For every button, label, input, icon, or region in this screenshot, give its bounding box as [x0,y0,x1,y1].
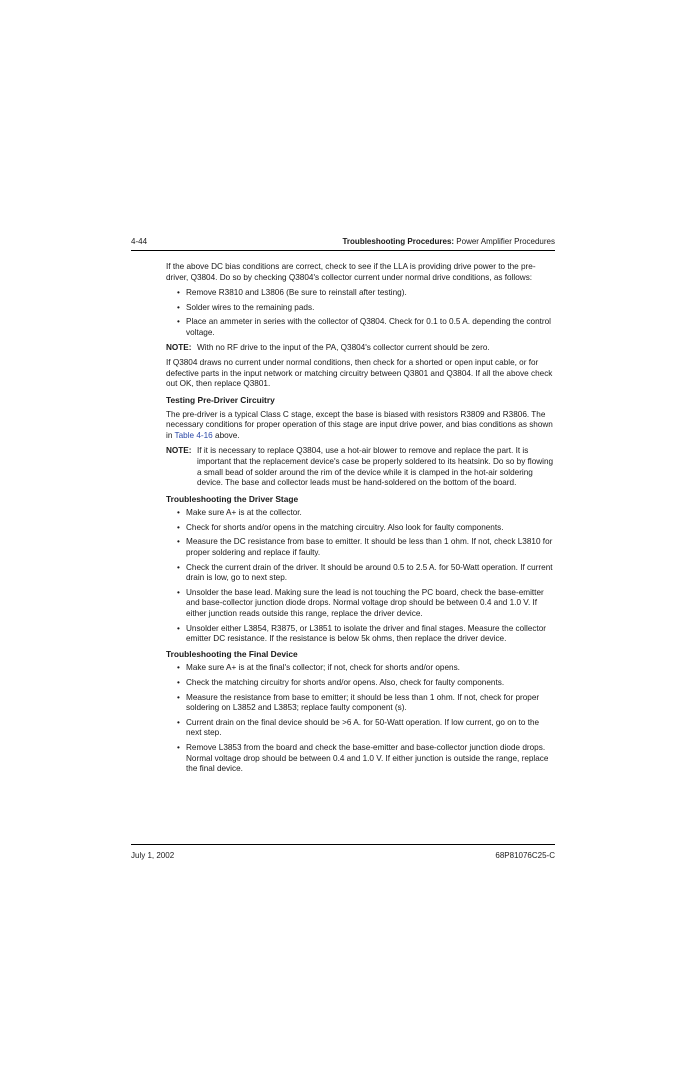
list-item-text: Solder wires to the remaining pads. [186,302,315,312]
note-text: With no RF drive to the input of the PA, Q3804's collector current should be zero. [197,342,490,352]
page-number: 4-44 [131,237,148,246]
list-item [166,523,555,534]
list-item [166,743,555,775]
footer-rule [131,844,555,845]
predriver-paragraph [166,410,555,442]
header-rule [131,250,555,251]
footer-date: July 1, 2002 [131,851,175,860]
list-item-text: Check the matching circuitry for shorts and/or opens. Also, check for faulty components. [186,678,505,687]
final-steps-list [166,663,555,774]
bullet-icon: • [177,623,180,633]
list-item-text: Make sure A+ is at the final's collector; if not, check for shorts and/or opens. [186,663,460,673]
list-item [166,693,555,714]
section-title [342,237,555,247]
note-label: NOTE: [166,446,192,456]
bullet-icon: • [177,508,180,518]
table-reference-link[interactable]: Table 4-16 [174,430,213,440]
bullet-icon: • [177,742,180,752]
section-heading-final: Troubleshooting the Final Device [166,648,298,659]
list-item [166,303,555,314]
list-item [166,317,555,338]
bullet-icon: • [177,663,180,673]
driver-steps-list [166,508,555,645]
list-item [166,678,555,689]
list-item [166,288,555,299]
section-title-bold: Troubleshooting Procedures: [342,237,455,246]
bullet-icon: • [177,288,180,298]
paragraph-text: The pre-driver is a typical Class C stage, except the base is biased with resistors R3809 and R3806. The necessary conditions for proper operation of this stage are input drive power, and bias conditions as shown in [166,409,553,440]
list-item [166,718,555,739]
list-item-text: Unsolder either L3854, R3875, or L3851 to isolate the driver and final stages. Measure the collector emitter DC resistance. If the resistance is below 5k ohms, then replace the driver device. [186,623,547,644]
paragraph-text: above. [212,430,240,440]
list-item [166,563,555,584]
list-item-text: Make sure A+ is at the collector. [186,508,302,518]
bullet-icon: • [177,302,180,312]
list-item [166,663,555,674]
note-label: NOTE: [166,342,192,352]
bullet-icon: • [177,562,180,572]
bullet-icon: • [177,717,180,727]
list-item-text: Check for shorts and/or opens in the matching circuitry. Also look for faulty components. [186,522,504,532]
bullet-icon: • [177,537,180,547]
paragraph: If Q3804 draws no current under normal conditions, then check for a shorted or open input cable, or for defective parts in the input network or matching circuitry between Q3801 and Q3804. If all the above check out OK, then replace Q3801. [166,358,553,389]
list-item-text: Place an ammeter in series with the collector of Q3804. Check for 0.1 to 0.5 A. depending the control voltage. [186,317,552,337]
note-text: If it is necessary to replace Q3804, use a hot-air blower to remove and replace the part. It is important that the replacement device's case be properly soldered to its heatsink. Do so by flowing a small bead of solder around the rim of the device while it is clamped in the hot-air soldering device. The base and collector leads must be hand-soldered on the bottom of the board. [197,446,554,488]
note-block [166,343,555,354]
list-item [166,537,555,558]
main-content [166,262,555,779]
list-item [166,624,555,645]
intro-paragraph: If the above DC bias conditions are correct, check to see if the LLA is providing drive power to the pre-driver, Q3804. Do so by checking Q3804's collector current under normal drive conditions, as follows: [166,262,536,282]
bullet-icon: • [177,317,180,327]
list-item-text: Measure the resistance from base to emitter; it should be less than 1 ohm. If not, check for proper soldering on L3852 and L3853; replace faulty component (s). [186,692,540,713]
list-item-text: Unsolder the base lead. Making sure the lead is not touching the PC board, check the base-emitter and base-collector junction diode drops. Normal voltage drop should be between 0.4 and 1.0 V. If either junction reads outside this range, replace the driver device. [186,587,544,619]
list-item [166,508,555,519]
section-heading-driver: Troubleshooting the Driver Stage [166,493,299,504]
section-heading-predriver: Testing Pre-Driver Circuitry [166,394,275,405]
bullet-icon: • [177,587,180,597]
document-number: 68P81076C25-C [495,851,555,860]
list-item-text: Remove L3853 from the board and check the base-emitter and base-collector junction diode drops. Normal voltage drop should be between 0.4 and 1.0 V. If either junction is outside the range, replace the final device. [186,742,549,774]
list-item [166,588,555,620]
intro-steps-list [166,288,555,338]
list-item-text: Current drain on the final device should be >6 A. for 50-Watt operation. If low current, go on to the next step. [186,717,540,738]
list-item-text: Check the current drain of the driver. It should be around 0.5 to 2.5 A. for 50-Watt operation. If current drain is low, go to next step. [186,562,553,583]
note-block [166,446,555,488]
bullet-icon: • [177,522,180,532]
bullet-icon: • [177,692,180,702]
list-item-text: Measure the DC resistance from base to emitter. It should be less than 1 ohm. If not, check L3810 for proper soldering and replace if faulty. [186,537,553,558]
list-item-text: Remove R3810 and L3806 (Be sure to reinstall after testing). [186,288,407,298]
section-title-rest: Power Amplifier Procedures [454,237,555,246]
bullet-icon: • [177,678,180,687]
